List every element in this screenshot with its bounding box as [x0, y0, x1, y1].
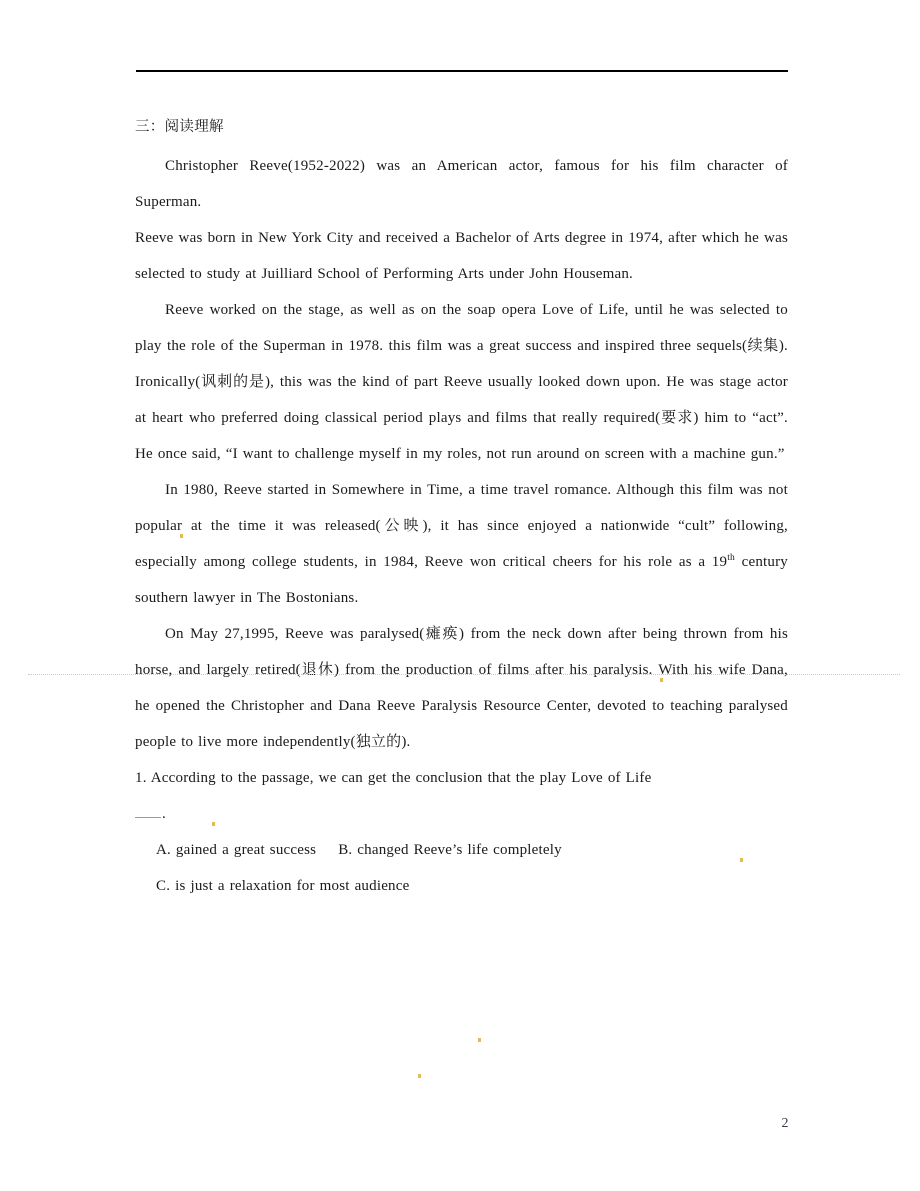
question-stem-period: .: [162, 806, 166, 822]
passage-paragraph-4-text: In 1980, Reeve started in Somewhere in Time, a time travel romance. Although this film was not popular at the time it was released(公映), it has since enjoyed a nationwide “cult” following, especially among college students, in 1984, Reeve won critical cheers for his role as a 19: [135, 482, 788, 570]
scan-speckle: [418, 1074, 421, 1078]
document-content: [135, 112, 788, 904]
passage-paragraph-3: Reeve worked on the stage, as well as on the soap opera Love of Life, until he was selected to play the role of the Superman in 1978. this film was a great success and inspired three sequels(续集). Ironically(讽刺的是), this was the kind of part Reeve usually looked down upon. He was stage actor at heart who preferred doing classical period plays and films that really required(要求) him to “act”. He once said, “I want to challenge myself in my roles, not run around on screen with a machine gun.”: [135, 302, 788, 462]
answer-blank[interactable]: [135, 806, 161, 818]
section-heading: 三：阅读理解: [135, 119, 224, 135]
passage-paragraph-4-tail: century southern lawyer in The Bostonians.: [135, 554, 788, 606]
option-a[interactable]: A. gained a great success: [156, 842, 317, 858]
option-row-c: [135, 868, 788, 904]
header-rule: [136, 70, 788, 72]
passage-paragraph-4: [135, 472, 788, 616]
passage-paragraph-1: Christopher Reeve(1952-2022) was an American actor, famous for his film character of Superman.: [135, 158, 788, 210]
passage-paragraph-5: On May 27,1995, Reeve was paralysed(瘫痪) from the neck down after being thrown from his horse, and largely retired(退休) from the production of films after his paralysis. With his wife Dana, he opened the Christopher and Dana Reeve Paralysis Resource Center, devoted to teaching paralysed people to live more independently(独立的).: [135, 626, 788, 750]
passage-paragraph-2: Reeve was born in New York City and received a Bachelor of Arts degree in 1974, after which he was selected to study at Juilliard School of Performing Arts under John Houseman.: [135, 230, 788, 282]
option-b[interactable]: B. changed Reeve’s life completely: [338, 842, 562, 858]
question-stem: [135, 760, 788, 832]
scan-speckle: [478, 1038, 481, 1042]
ordinal-suffix: th: [727, 553, 736, 563]
question-stem-text: 1. According to the passage, we can get the conclusion that the play Love of Life: [135, 770, 652, 786]
page-number: 2: [781, 1116, 789, 1131]
option-c[interactable]: C. is just a relaxation for most audience: [156, 878, 410, 894]
option-row-ab: [135, 832, 788, 868]
